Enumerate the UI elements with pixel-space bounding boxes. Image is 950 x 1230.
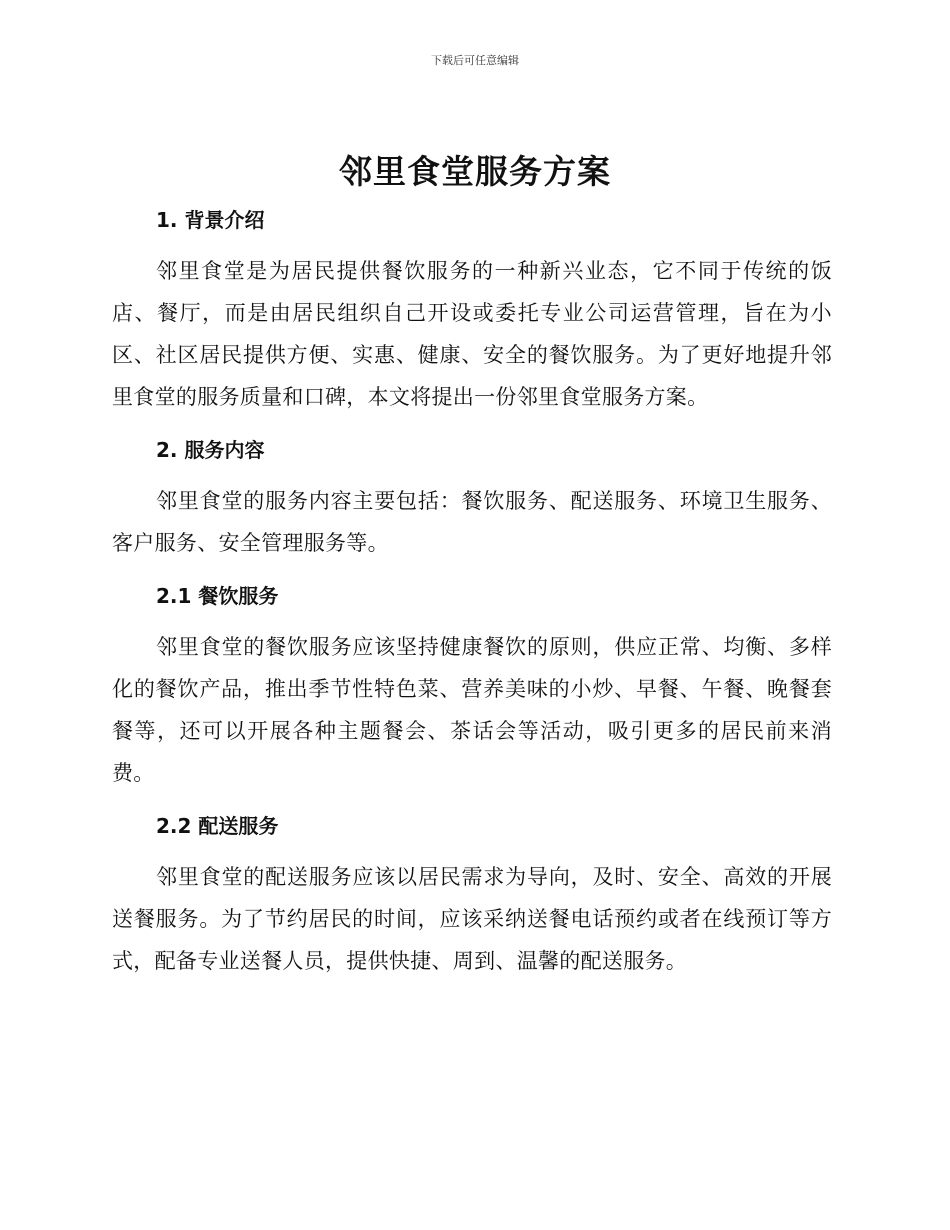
section-paragraph-catering: 邻里食堂的餐饮服务应该坚持健康餐饮的原则，供应正常、均衡、多样化的餐饮产品，推出季节性特色菜、营养美味的小炒、早餐、午餐、晚餐套餐等，还可以开展各种主题餐会、茶话会等活动，吸引更多的居民前来消费。: [112, 635, 832, 785]
section-heading-delivery: 2.2 配送服务: [156, 814, 279, 838]
section-paragraph-delivery: 邻里食堂的配送服务应该以居民需求为导向，及时、安全、高效的开展送餐服务。为了节约居民的时间，应该采纳送餐电话预约或者在线预订等方式，配备专业送餐人员，提供快捷、周到、温馨的配送服务。: [112, 865, 832, 973]
section-heading-background: 1. 背景介绍: [156, 208, 265, 232]
section-paragraph-background: 邻里食堂是为居民提供餐饮服务的一种新兴业态，它不同于传统的饭店、餐厅，而是由居民组织自己开设或委托专业公司运营管理，旨在为小区、社区居民提供方便、实惠、健康、安全的餐饮服务。为了更好地提升邻里食堂的服务质量和口碑，本文将提出一份邻里食堂服务方案。: [112, 259, 832, 409]
section-heading-catering: 2.1 餐饮服务: [156, 584, 279, 608]
document-body: [112, 200, 832, 982]
section-heading-service-content: 2. 服务内容: [156, 438, 265, 462]
section-paragraph-service-content: 邻里食堂的服务内容主要包括：餐饮服务、配送服务、环境卫生服务、客户服务、安全管理服务等。: [112, 489, 832, 555]
page-title: 邻里食堂服务方案: [339, 152, 611, 191]
header-note: 下载后可任意编辑: [431, 54, 519, 67]
